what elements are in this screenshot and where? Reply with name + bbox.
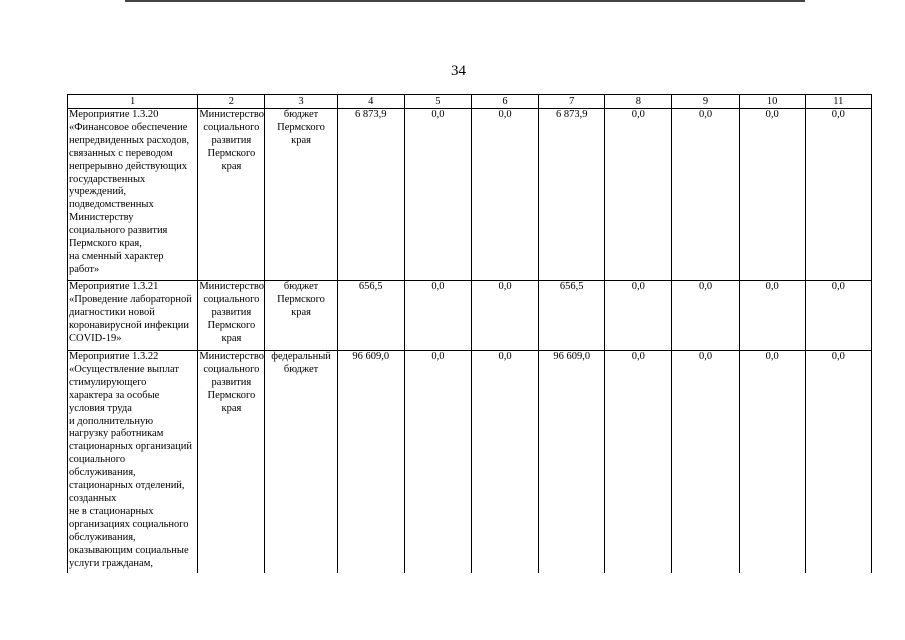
event-line: «Проведение лабораторной (69, 293, 192, 305)
event-line: Мероприятие 1.3.21 (69, 281, 159, 292)
event-line: не в стационарных (69, 505, 154, 517)
executor-line: края (221, 332, 242, 344)
funding-source-cell (265, 351, 337, 574)
column-header: 3 (265, 95, 337, 109)
executor-cell (198, 109, 265, 281)
value-cell: 0,0 (805, 281, 871, 351)
value-cell: 0,0 (471, 281, 538, 351)
event-line: нагрузку работникам (69, 428, 164, 440)
event-line: социального развития (69, 225, 168, 237)
source-line: Пермского края (277, 293, 325, 318)
value-cell: 0,0 (739, 109, 805, 281)
budget-table (67, 94, 872, 573)
value-cell: 0,0 (404, 109, 471, 281)
value-cell: 656,5 (539, 281, 605, 351)
value-cell: 0,0 (672, 281, 739, 351)
value-cell: 656,5 (337, 281, 404, 351)
executor-line: социального (203, 121, 260, 133)
value-cell: 0,0 (739, 351, 805, 574)
funding-source-cell (265, 109, 337, 281)
executor-line: Пермского (207, 147, 256, 159)
funding-source-cell (265, 281, 337, 351)
event-line: стимулирующего (69, 376, 147, 388)
column-number-row (68, 95, 872, 109)
value-cell: 96 609,0 (539, 351, 605, 574)
executor-line: Министерство (199, 281, 265, 292)
event-line: условия труда (69, 402, 132, 414)
source-line: бюджет (283, 109, 319, 120)
event-line: услуги гражданам, (69, 557, 153, 569)
event-line: COVID-19» (69, 332, 122, 344)
event-line: созданных (69, 492, 117, 504)
executor-line: социального (203, 293, 260, 305)
value-cell: 0,0 (739, 281, 805, 351)
event-line: непредвиденных расходов, (69, 134, 190, 146)
executor-line: края (221, 402, 242, 414)
value-cell: 0,0 (672, 351, 739, 574)
column-header: 7 (539, 95, 605, 109)
event-line: обслуживания, (69, 467, 136, 479)
executor-line: развития (211, 306, 252, 318)
column-header: 6 (471, 95, 538, 109)
value-cell: 6 873,9 (337, 109, 404, 281)
executor-line: развития (211, 376, 252, 388)
value-cell: 0,0 (605, 351, 672, 574)
value-cell: 0,0 (605, 281, 672, 351)
source-line: бюджет (283, 281, 319, 292)
table-row (68, 281, 872, 351)
value-cell: 0,0 (805, 351, 871, 574)
executor-line: развития (211, 134, 252, 146)
event-line: «Финансовое обеспечение (69, 121, 188, 133)
column-header: 2 (198, 95, 265, 109)
event-line: организациях социального (69, 518, 189, 530)
event-line: государственных (69, 173, 146, 185)
value-cell: 0,0 (404, 351, 471, 574)
column-header: 9 (672, 95, 739, 109)
executor-cell (198, 351, 265, 574)
executor-line: Министерство (199, 351, 265, 362)
page-number: 34 (451, 63, 466, 79)
event-line: характера за особые (69, 389, 160, 401)
event-line: непрерывно действующих (69, 160, 188, 172)
event-line: социального (69, 454, 126, 466)
event-line: на сменный характер (69, 250, 164, 262)
value-cell: 0,0 (805, 109, 871, 281)
event-line: связанных с переводом (69, 147, 173, 159)
executor-line: Пермского (207, 389, 256, 401)
column-header: 10 (739, 95, 805, 109)
value-cell: 0,0 (471, 109, 538, 281)
event-line: обслуживания, (69, 531, 136, 543)
value-cell: 0,0 (404, 281, 471, 351)
table-row (68, 351, 872, 574)
value-cell: 6 873,9 (539, 109, 605, 281)
executor-line: социального (203, 363, 260, 375)
event-line: Пермского края, (69, 238, 142, 250)
column-header: 11 (805, 95, 871, 109)
column-header: 1 (68, 95, 198, 109)
value-cell: 0,0 (471, 351, 538, 574)
executor-cell (198, 281, 265, 351)
source-line: бюджет (283, 363, 319, 375)
event-line: диагностики новой (69, 306, 155, 318)
value-cell: 96 609,0 (337, 351, 404, 574)
column-header: 5 (404, 95, 471, 109)
event-cell (68, 351, 198, 574)
event-line: работ» (69, 263, 100, 275)
event-cell (68, 281, 198, 351)
event-line: учреждений, (69, 186, 127, 198)
event-line: «Осуществление выплат (69, 363, 179, 375)
value-cell: 0,0 (672, 109, 739, 281)
event-line: Министерству (69, 212, 134, 224)
event-line: стационарных отделений, (69, 480, 185, 492)
executor-line: Министерство (199, 109, 265, 120)
event-line: Мероприятие 1.3.20 (69, 109, 159, 120)
value-cell: 0,0 (605, 109, 672, 281)
executor-line: края (221, 160, 242, 172)
event-line: стационарных организаций (69, 441, 192, 453)
event-line: оказывающим социальные (69, 544, 189, 556)
event-line: коронавирусной инфекции (69, 319, 189, 331)
executor-line: Пермского (207, 319, 256, 331)
column-header: 8 (605, 95, 672, 109)
source-line: Пермского края (277, 121, 325, 146)
event-line: подведомственных (69, 199, 154, 211)
table-row (68, 109, 872, 281)
event-cell (68, 109, 198, 281)
top-border-line (125, 0, 805, 2)
event-line: и дополнительную (69, 415, 154, 427)
event-line: Мероприятие 1.3.22 (69, 351, 159, 362)
column-header: 4 (337, 95, 404, 109)
source-line: федеральный (271, 351, 331, 362)
